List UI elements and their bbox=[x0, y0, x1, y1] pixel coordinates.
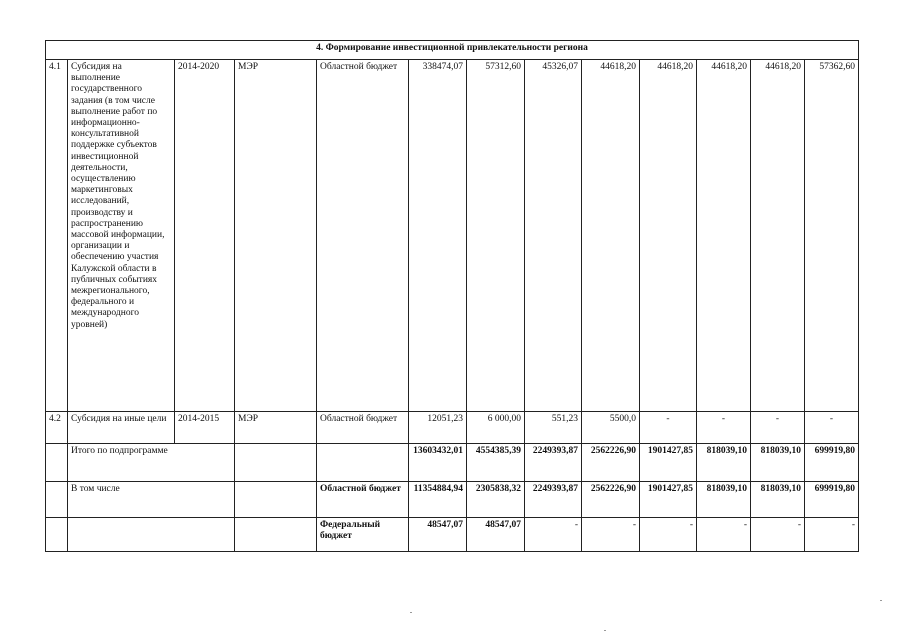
value-cell: 44618,20 bbox=[640, 60, 697, 412]
measure-name: Субсидия на иные цели bbox=[68, 412, 175, 444]
value-cell: 2249393,87 bbox=[525, 482, 582, 518]
value-cell: 699919,80 bbox=[805, 482, 859, 518]
value-cell: 2249393,87 bbox=[525, 444, 582, 482]
section-header-row bbox=[46, 41, 859, 60]
value-cell: - bbox=[751, 412, 805, 444]
value-cell: 2305838,32 bbox=[467, 482, 525, 518]
value-cell: 2562226,90 bbox=[582, 482, 640, 518]
value-cell: 44618,20 bbox=[582, 60, 640, 412]
measure-name: Субсидия на выполнение государственного задания (в том числе выполнение работ по информационно-консультативной поддержке субъектов инвестиционной деятельности, осуществлению маркетинговых исследований, производству и распространению массовой информации, организации и обеспечению участия Калужской области в публичных событиях межрегионального, федерального и международного уровней) bbox=[68, 60, 175, 412]
value-cell: 11354884,94 bbox=[409, 482, 467, 518]
value-cell: - bbox=[805, 412, 859, 444]
value-cell: 818039,10 bbox=[697, 482, 751, 518]
value-cell: 48547,07 bbox=[467, 518, 525, 552]
value-cell: 6 000,00 bbox=[467, 412, 525, 444]
value-cell: - bbox=[751, 518, 805, 552]
value-cell: 699919,80 bbox=[805, 444, 859, 482]
total-row bbox=[46, 444, 859, 482]
value-cell: 818039,10 bbox=[751, 482, 805, 518]
value-cell: 2562226,90 bbox=[582, 444, 640, 482]
value-cell: 4554385,39 bbox=[467, 444, 525, 482]
value-cell: 5500,0 bbox=[582, 412, 640, 444]
table-row bbox=[46, 60, 859, 412]
value-cell: - bbox=[697, 518, 751, 552]
value-cell: 818039,10 bbox=[697, 444, 751, 482]
value-cell: 338474,07 bbox=[409, 60, 467, 412]
federal-row bbox=[46, 518, 859, 552]
executor-cell: МЭР bbox=[235, 60, 317, 412]
period-cell: 2014-2015 bbox=[175, 412, 235, 444]
value-cell: - bbox=[640, 518, 697, 552]
value-cell: 44618,20 bbox=[751, 60, 805, 412]
table-row bbox=[46, 412, 859, 444]
value-cell: 818039,10 bbox=[751, 444, 805, 482]
total-label: Итого по подпрограмме bbox=[68, 444, 235, 482]
value-cell: 48547,07 bbox=[409, 518, 467, 552]
value-cell: - bbox=[697, 412, 751, 444]
section-title: 4. Формирование инвестиционной привлекательности региона bbox=[46, 41, 859, 60]
value-cell: 1901427,85 bbox=[640, 444, 697, 482]
value-cell: 57362,60 bbox=[805, 60, 859, 412]
executor-cell: МЭР bbox=[235, 412, 317, 444]
value-cell: 551,23 bbox=[525, 412, 582, 444]
funding-source-cell: Областной бюджет bbox=[317, 60, 409, 412]
including-label: В том числе bbox=[68, 482, 235, 518]
value-cell: - bbox=[805, 518, 859, 552]
scan-speck bbox=[410, 612, 412, 613]
funding-source-cell: Областной бюджет bbox=[317, 412, 409, 444]
value-cell: 44618,20 bbox=[697, 60, 751, 412]
including-regional-row bbox=[46, 482, 859, 518]
value-cell: - bbox=[582, 518, 640, 552]
row-number: 4.2 bbox=[46, 412, 68, 444]
row-number: 4.1 bbox=[46, 60, 68, 412]
program-table bbox=[45, 40, 859, 552]
value-cell: 13603432,01 bbox=[409, 444, 467, 482]
value-cell: 57312,60 bbox=[467, 60, 525, 412]
value-cell: - bbox=[640, 412, 697, 444]
value-cell: - bbox=[525, 518, 582, 552]
value-cell: 1901427,85 bbox=[640, 482, 697, 518]
value-cell: 12051,23 bbox=[409, 412, 467, 444]
funding-source-cell: Федеральный бюджет bbox=[317, 518, 409, 552]
period-cell: 2014-2020 bbox=[175, 60, 235, 412]
funding-source-cell: Областной бюджет bbox=[317, 482, 409, 518]
scan-speck bbox=[604, 630, 606, 631]
scan-speck bbox=[880, 600, 882, 601]
value-cell: 45326,07 bbox=[525, 60, 582, 412]
